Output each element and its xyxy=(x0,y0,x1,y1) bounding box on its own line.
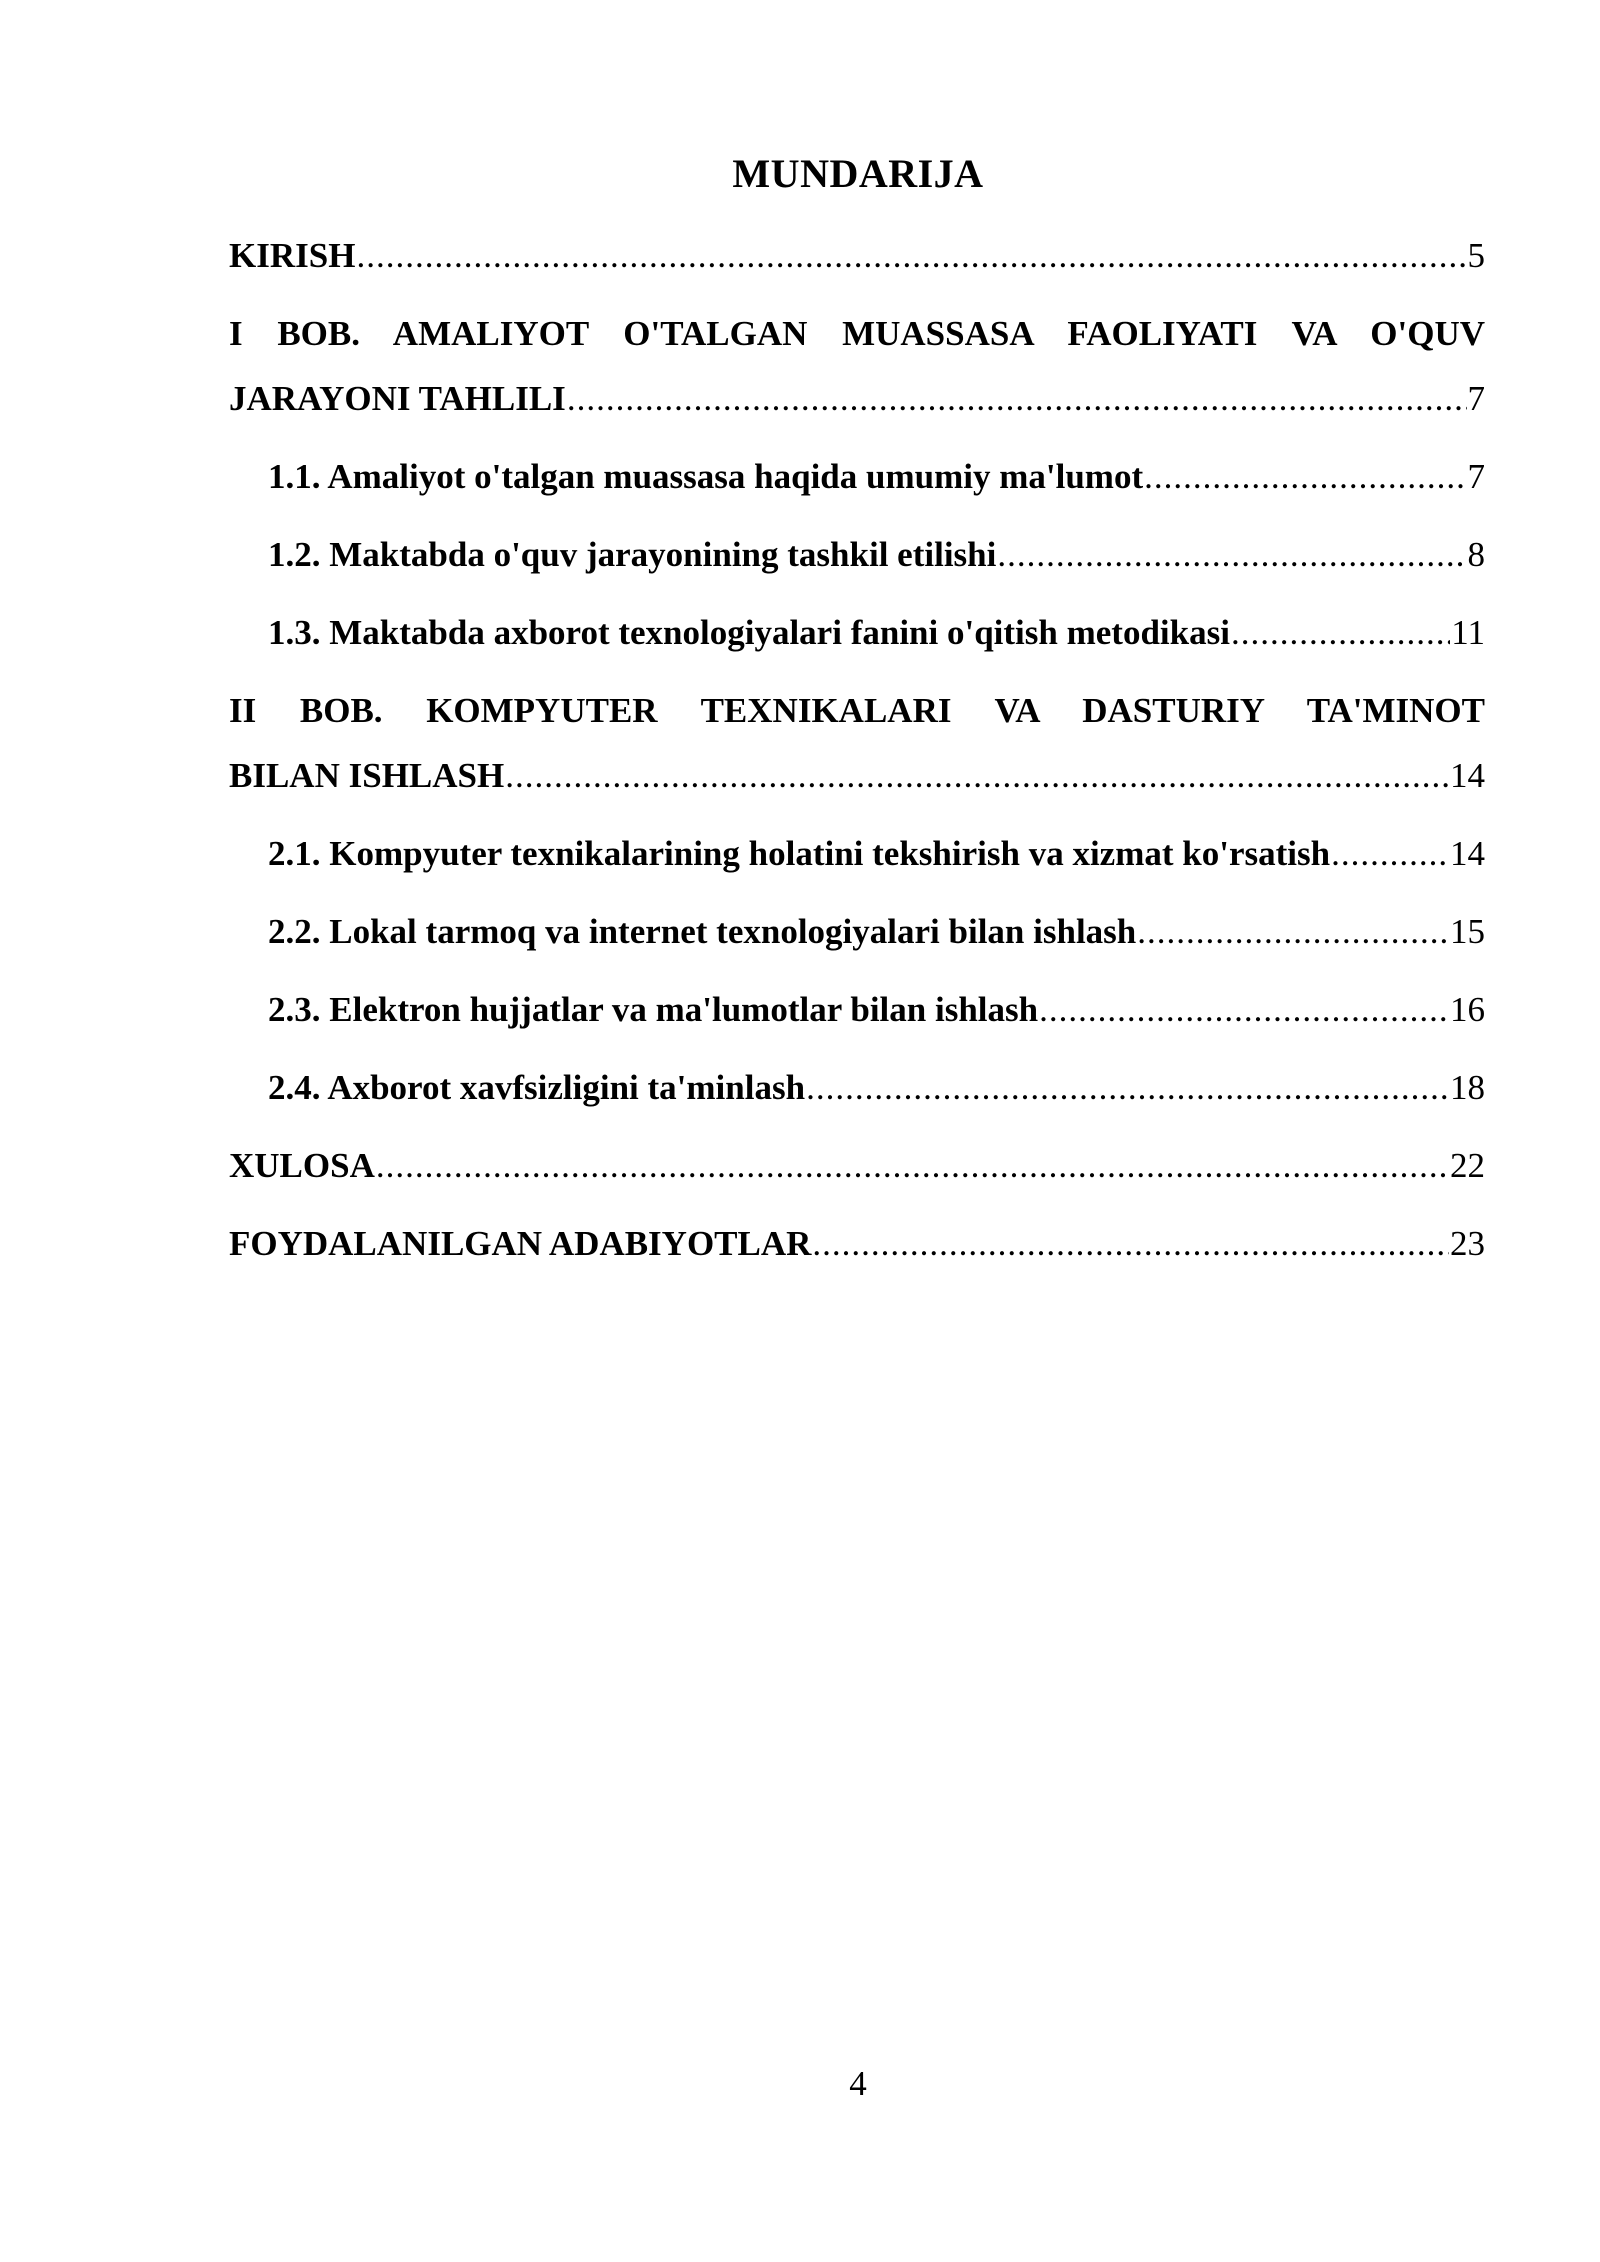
toc-entry-kirish[interactable] xyxy=(229,236,1485,276)
dot-leader xyxy=(356,236,1466,276)
toc-entry-label: JARAYONI TAHLILI xyxy=(229,379,566,418)
toc-entry-label: 2.2. Lokal tarmoq va internet texnologiyalari bilan ishlash xyxy=(268,912,1137,951)
toc-entry-label: KIRISH xyxy=(229,236,356,275)
dot-leader xyxy=(812,1224,1449,1264)
toc-entry-page: 15 xyxy=(1450,912,1485,951)
dot-leader xyxy=(806,1068,1449,1108)
dot-leader xyxy=(505,756,1449,796)
toc-entry-2-3[interactable] xyxy=(229,990,1485,1030)
toc-entry-2-2[interactable] xyxy=(229,912,1485,952)
toc-entry-page: 18 xyxy=(1450,1068,1485,1107)
toc-entry-label: FOYDALANILGAN ADABIYOTLAR xyxy=(229,1224,812,1263)
toc-entry-adabiyotlar[interactable] xyxy=(229,1224,1485,1264)
toc-entry-page: 23 xyxy=(1450,1224,1485,1263)
toc-entry-page: 22 xyxy=(1450,1146,1485,1185)
dot-leader xyxy=(1137,912,1449,952)
dot-leader xyxy=(1039,990,1449,1030)
toc-entry-label: 1.1. Amaliyot o'talgan muassasa haqida umumiy ma'lumot xyxy=(268,457,1144,496)
toc-entry-label: 2.3. Elektron hujjatlar va ma'lumotlar bilan ishlash xyxy=(268,990,1039,1029)
dot-leader xyxy=(997,535,1466,575)
toc-entry-label: 1.2. Maktabda o'quv jarayonining tashkil etilishi xyxy=(268,535,997,574)
toc-entry-1-2[interactable] xyxy=(229,535,1485,575)
dot-leader xyxy=(1144,457,1466,497)
dot-leader xyxy=(1231,613,1450,653)
toc-entry-page: 11 xyxy=(1451,613,1485,652)
toc-entry-page: 7 xyxy=(1467,457,1485,496)
table-of-contents xyxy=(229,236,1485,1264)
toc-entry-page: 5 xyxy=(1467,236,1485,275)
toc-entry-page: 7 xyxy=(1467,379,1485,418)
toc-entry-page: 8 xyxy=(1467,535,1485,574)
toc-entry-label: XULOSA xyxy=(229,1146,375,1185)
toc-entry-label: 2.1. Kompyuter texnikalarining holatini tekshirish va xizmat ko'rsatish xyxy=(268,834,1331,873)
toc-entry-2-4[interactable] xyxy=(229,1068,1485,1108)
toc-entry-1-3[interactable] xyxy=(229,613,1485,653)
toc-entry-label-line1: II BOB. KOMPYUTER TEXNIKALARI VA DASTURIY TA'MINOT xyxy=(229,691,1485,730)
toc-entry-1-1[interactable] xyxy=(229,457,1485,497)
toc-entry-label: 2.4. Axborot xavfsizligini ta'minlash xyxy=(268,1068,806,1107)
toc-entry-page: 14 xyxy=(1450,756,1485,795)
toc-entry-chapter-2[interactable] xyxy=(229,691,1485,796)
toc-entry-label: 1.3. Maktabda axborot texnologiyalari fanini o'qitish metodikasi xyxy=(268,613,1230,652)
page-number: 4 xyxy=(849,2064,867,2103)
toc-entry-chapter-1[interactable] xyxy=(229,314,1485,419)
toc-entry-2-1[interactable] xyxy=(229,834,1485,874)
toc-entry-page: 16 xyxy=(1450,990,1485,1029)
toc-entry-label: BILAN ISHLASH xyxy=(229,756,505,795)
dot-leader xyxy=(1331,834,1449,874)
toc-entry-xulosa[interactable] xyxy=(229,1146,1485,1186)
dot-leader xyxy=(567,379,1467,419)
dot-leader xyxy=(376,1146,1449,1186)
toc-entry-label-line1: I BOB. AMALIYOT O'TALGAN MUASSASA FAOLIYATI VA O'QUV xyxy=(229,314,1485,353)
toc-title: MUNDARIJA xyxy=(732,151,984,196)
toc-entry-page: 14 xyxy=(1450,834,1485,873)
